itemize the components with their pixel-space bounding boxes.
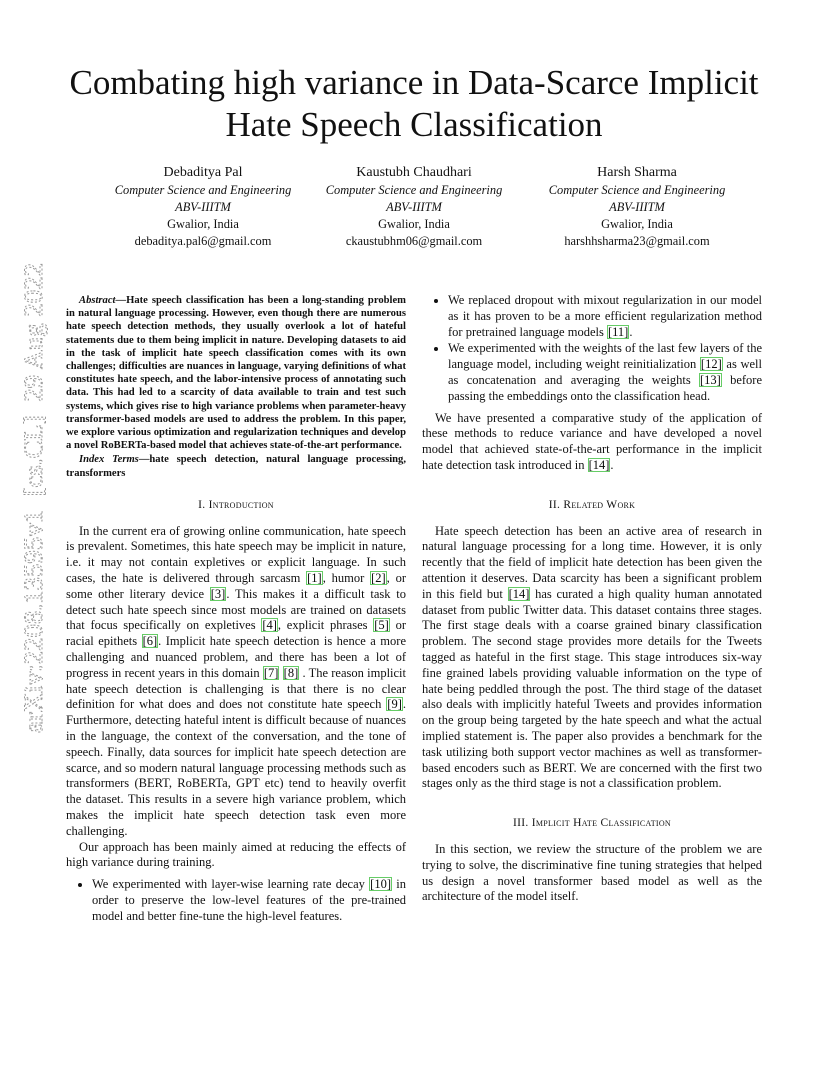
citation-link[interactable]: [14]	[508, 586, 530, 601]
intro-paragraph-2: Our approach has been mainly aimed at reducing the effects of high variance during training.	[66, 839, 406, 870]
paper-title: Combating high variance in Data-Scarce Implicit Hate Speech Classification	[69, 63, 759, 144]
author-email: harshhsharma23@gmail.com	[564, 234, 710, 248]
index-terms-lead: Index Terms	[79, 454, 139, 466]
list-item: • We replaced dropout with mixout regularization in our model as it has proven to be a more efficient regularization method for pretrained language models [11].	[448, 293, 762, 340]
citation-link[interactable]: [11]	[607, 324, 629, 339]
author-email: ckaustubhm06@gmail.com	[345, 234, 483, 248]
list-item: • We experimented with layer-wise learning rate decay [10] in order to preserve the low-level features of the pre-trained model and better fine-tune the high-level features.	[92, 877, 406, 924]
citation-link[interactable]: [9]	[387, 697, 402, 712]
author-org: ABV-IIITM	[386, 200, 442, 214]
author-name: Harsh Sharma	[597, 165, 677, 180]
author-name: Debaditya Pal	[163, 165, 243, 180]
author-city: Gwalior, India	[378, 217, 450, 231]
related-work-paragraph: Hate speech detection has been an active area of research in natural language processing for a long time. However, it is only recently that the field of implicit hate detection has been given the attention it deserves. Data scarcity has been a significant problem in this field but [14] has curated a high quality human annotated dataset from public Twitter data. This dataset contains three stages. The first stage deals with a coarse grained binary classification problem. The second stage provides more details for the Tweets tagged as hateful in the first stage. This stage introduces six-way fine grained labels providing valuable information on the type of hate being peddled through the post. The third stage of the dataset also deals with implicitly hateful Tweets and provides information on the group being targeted by the hate speech and what the actual implied statement is. The paper also provides a benchmark for the task utilizing both support vector machines as well as transformer-based encoders such as BERT. We are concerned with the first two stages only as the third stage is not a classification problem.	[422, 523, 762, 791]
citation-link[interactable]: [12]	[700, 357, 722, 372]
citation-link[interactable]: [10]	[370, 877, 391, 892]
arxiv-stamp	[12, 257, 50, 737]
citation-link[interactable]: [13]	[699, 372, 721, 387]
author-block-3	[522, 164, 752, 250]
right-column	[422, 293, 762, 905]
contribution-list-continued	[422, 293, 762, 405]
summary-paragraph: We have presented a comparative study of the application of these methods to reduce variance and have developed a novel model that achieved state-of-the-art performance in the implicit hate detection task introduced in [14].	[422, 410, 762, 472]
intro-paragraph-1: In the current era of growing online communication, hate speech is prevalent. Sometimes, this hate speech may be implicit in nature, i.e. it may not contain expletives or explicit language. In such cases, the hate is delivered through sarcasm [1], humor [2], or some other literary device [3]. This makes it a difficult task to detect such hate speech since most models are trained on datasets that focus specifically on expletives [4], explicit phrases [5] or racial epithets [6]. Implicit hate speech detection is hence a more challenging and nuanced problem, and there has been a lot of progress in recent years in this domain [7] [8] . The reason implicit hate speech detection is challenging is that there is no clear definition for what does and does not constitute hate speech [9]. Furthermore, detecting hateful intent is difficult because of nuances in the language, the context of the conversation, and the tone of speech. Finally, data sources for implicit hate speech detection are scarce, and so modern natural language processing methods such as transformers (BERT, RoBERTa, GPT etc) tend to heavily overfit the dataset. This results in a severe high variance problem, which makes the implicit hate speech detection task even more challenging.	[66, 523, 407, 838]
contribution-list	[66, 877, 406, 924]
author-block-2	[299, 164, 529, 250]
citation-link[interactable]: [6]	[142, 634, 158, 649]
author-city: Gwalior, India	[167, 217, 239, 231]
author-block-1	[88, 164, 318, 250]
author-name: Kaustubh Chaudhari	[356, 165, 472, 180]
citation-link[interactable]: [7]	[263, 665, 279, 680]
section-heading-introduction: I. Introduction	[198, 498, 274, 511]
section-heading-related-work: II. Related Work	[548, 498, 636, 511]
list-item: • We experimented with the weights of the last few layers of the language model, including weight reinitialization [12] as well as concatenation and averaging the weights [13] before passing the embeddings onto the classification head.	[448, 341, 762, 404]
left-column	[66, 294, 406, 931]
author-org: ABV-IIITM	[175, 200, 231, 214]
author-email: debaditya.pal6@gmail.com	[134, 234, 272, 248]
citation-link[interactable]: [8]	[283, 665, 299, 680]
section-heading-implicit-hate: III. Implicit Hate Classification	[512, 817, 672, 830]
citation-link[interactable]: [14]	[588, 457, 610, 472]
citation-link[interactable]: [1]	[307, 571, 322, 586]
index-terms-text: —hate speech detection, natural language processing, transformers	[66, 454, 406, 479]
arxiv-stamp-text: arXiv:2208.13595v1 [cs.CL] 29 Aug 2022	[19, 278, 48, 733]
abstract-text: —Hate speech classification has been a long-standing problem in natural language processing. However, even though there are numerous hate speech detection methods, they usually overlook a lot of hateful statements due to them being implicit in nature. Developing datasets to aid in the task of implicit hate speech classification comes with its own challenges; difficulties are nuances in language, varying definitions of what constitutes hate speech, and the labor-intensive process of annotating such data. This had led to a scarcity of data available to train and test such systems, which gives rise to high variance problems when parameter-heavy transformer-based models are used to address the problem. In this paper, we explore various optimization and regularization techniques and develop a novel RoBERTa-based model that achieves state-of-the-art performance.	[66, 295, 406, 452]
citation-link[interactable]: [3]	[210, 586, 226, 601]
index-terms	[66, 453, 406, 479]
author-org: ABV-IIITM	[609, 200, 665, 214]
author-dept: Computer Science and Engineering	[325, 183, 503, 197]
abstract	[66, 294, 406, 452]
citation-link[interactable]: [5]	[374, 618, 389, 633]
author-dept: Computer Science and Engineering	[548, 183, 726, 197]
citation-link[interactable]: [4]	[262, 618, 277, 633]
author-city: Gwalior, India	[601, 217, 673, 231]
citation-link[interactable]: [2]	[371, 571, 386, 586]
abstract-lead: Abstract	[79, 295, 116, 306]
author-dept: Computer Science and Engineering	[114, 183, 292, 197]
implicit-hate-paragraph: In this section, we review the structure of the problem we are trying to solve, the discriminative fine tuning strategies that helped us design a novel transformer based model as well as the architecture of the model itself.	[422, 841, 762, 904]
